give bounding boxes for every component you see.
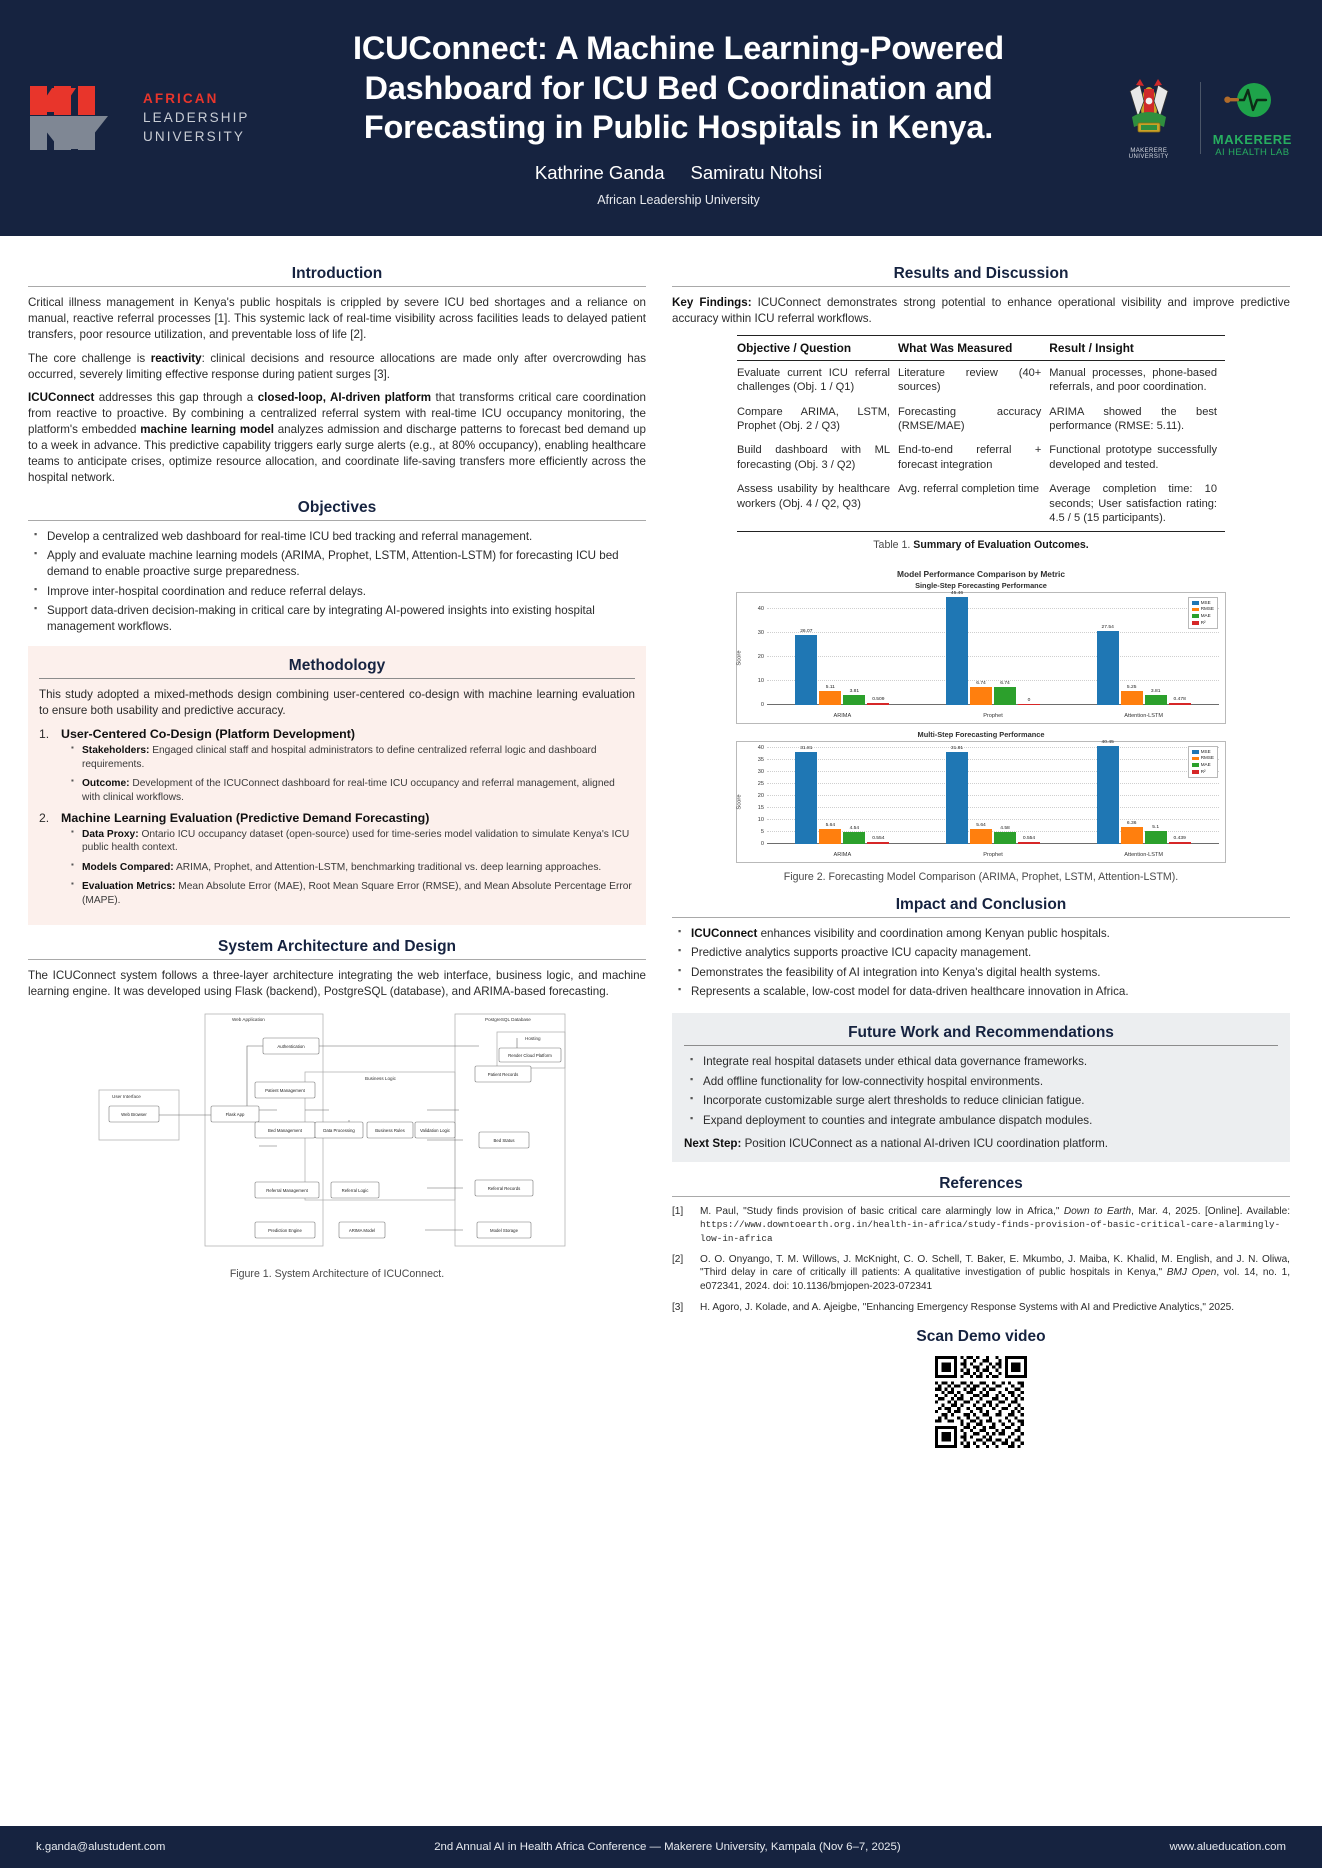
legend-swatch bbox=[1192, 608, 1199, 612]
affiliation: African Leadership University bbox=[597, 193, 760, 208]
intro-p3-a: ICUConnect bbox=[28, 391, 95, 405]
legend-swatch bbox=[1192, 750, 1199, 754]
reference-item bbox=[672, 1205, 1290, 1245]
bar-rmse bbox=[1121, 684, 1143, 705]
list-item: ▪ Represents a scalable, low-cost model for data-driven healthcare innovation in Africa. bbox=[678, 984, 1290, 1000]
bar-value: 0.439 bbox=[1173, 835, 1186, 841]
impact-text: enhances visibility and coordination among Kenyan public hospitals. bbox=[757, 926, 1110, 940]
bar-r2 bbox=[867, 696, 889, 705]
chart-1-x-axis bbox=[767, 713, 1219, 719]
key-findings-paragraph bbox=[672, 295, 1290, 327]
bar-mae bbox=[994, 680, 1016, 705]
list-item: ▪ Integrate real hospital datasets under ethical data governance frameworks. bbox=[690, 1054, 1278, 1070]
alu-logo-mark bbox=[30, 86, 134, 150]
legend-label: MAE bbox=[1200, 761, 1211, 767]
list-item bbox=[71, 744, 635, 771]
bar-rmse bbox=[819, 684, 841, 705]
bar-value: 6.36 bbox=[1126, 820, 1137, 826]
diagram-node-referral-records: Referral Records bbox=[487, 1186, 521, 1192]
methodology-steps bbox=[39, 727, 635, 907]
bar-value: 4.58 bbox=[1000, 825, 1010, 831]
legend-label: RMSE bbox=[1200, 755, 1214, 761]
alu-line-1: AFRICAN bbox=[143, 91, 219, 106]
bar-r2 bbox=[1018, 835, 1040, 844]
list-item: ▪ Demonstrates the feasibility of AI integration into Kenya's digital health systems. bbox=[678, 965, 1290, 981]
bar-value: 0.554 bbox=[872, 835, 885, 841]
footer-email[interactable]: k.ganda@alustudent.com bbox=[36, 1841, 166, 1853]
x-tick: ARIMA bbox=[833, 712, 852, 719]
cell-measured: Avg. referral completion time bbox=[898, 477, 1049, 531]
ref-part: , Mar. 4, 2025. [Online]. Available: bbox=[1131, 1205, 1291, 1217]
architecture-heading: System Architecture and Design bbox=[217, 938, 457, 956]
list-item: ▪ Expand deployment to counties and integrate ambulance dispatch modules. bbox=[690, 1113, 1278, 1129]
step-bullets bbox=[71, 744, 635, 804]
y-tick: 20 bbox=[757, 653, 764, 660]
logo-divider bbox=[1200, 82, 1201, 154]
legend-label: MAE bbox=[1200, 612, 1211, 618]
table-caption-prefix: Table 1. bbox=[873, 538, 914, 551]
figure-1-caption: Figure 1. System Architecture of ICUConnect. bbox=[229, 1268, 445, 1281]
objectives-heading: Objectives bbox=[297, 498, 377, 516]
diagram-node-data-processing: Data Processing bbox=[323, 1128, 355, 1134]
y-tick: 40 bbox=[757, 744, 764, 751]
intro-p2-a: The core challenge is bbox=[28, 351, 151, 365]
table-1-caption bbox=[737, 539, 1225, 551]
footer-conference: 2nd Annual AI in Health Africa Conference — Makerere University, Kampala (Nov 6–7, 2025) bbox=[434, 1841, 901, 1853]
section-divider bbox=[684, 1045, 1278, 1046]
left-column bbox=[28, 252, 646, 1453]
table-row bbox=[737, 438, 1225, 477]
impact-bold: ICUConnect bbox=[691, 926, 758, 940]
diagram-node-bed-mgmt: Bed Management bbox=[268, 1128, 302, 1134]
chart-1-y-axis bbox=[737, 593, 767, 723]
bar-value: 6.74 bbox=[1000, 680, 1010, 686]
cell-objective: Build dashboard with ML forecasting (Obj. 3 / Q2) bbox=[737, 444, 891, 471]
objectives-list bbox=[34, 529, 646, 635]
x-tick: Prophet bbox=[983, 712, 1003, 719]
bar-value: 0 bbox=[1027, 697, 1031, 703]
legend-label: MSE bbox=[1200, 599, 1211, 605]
qr-code-icon[interactable] bbox=[935, 1356, 1027, 1448]
legend-swatch bbox=[1192, 621, 1199, 625]
future-work-heading: Future Work and Recommendations bbox=[848, 1024, 1114, 1042]
system-architecture-diagram bbox=[87, 1010, 587, 1260]
list-item: ▪ Incorporate customizable surge alert thresholds to reduce clinician fatigue. bbox=[690, 1093, 1278, 1109]
list-item bbox=[678, 926, 1290, 942]
author-2: Samiratu Ntohsi bbox=[690, 162, 823, 184]
section-divider bbox=[672, 286, 1290, 287]
legend-swatch bbox=[1192, 614, 1199, 618]
table-row bbox=[737, 400, 1225, 439]
legend-swatch bbox=[1192, 601, 1199, 605]
bar-value: 3.81 bbox=[849, 688, 860, 694]
chart-1-subtitle: Single-Step Forecasting Performance bbox=[915, 580, 1047, 590]
bar-group-prophet bbox=[918, 745, 1069, 844]
list-item: ▪ Add offline functionality for low-connectivity hospital environments. bbox=[690, 1074, 1278, 1090]
bar-mae bbox=[843, 825, 865, 844]
y-tick: 10 bbox=[757, 816, 764, 823]
table-header-row bbox=[737, 335, 1225, 360]
y-tick: 40 bbox=[757, 605, 764, 612]
title-block bbox=[280, 29, 1077, 208]
x-tick: ARIMA bbox=[833, 851, 852, 858]
cell-result: Manual processes, phone-based referrals, and poor coordination. bbox=[1049, 366, 1217, 394]
cell-measured: End-to-end referral + forecast integration bbox=[898, 444, 1042, 471]
table-caption-text: Summary of Evaluation Outcomes. bbox=[913, 538, 1089, 551]
bar-r2 bbox=[1169, 696, 1191, 705]
diagram-node-bed-status: Bed Status bbox=[493, 1138, 515, 1144]
list-item: ▪ Predictive analytics supports proactive ICU capacity management. bbox=[678, 945, 1290, 961]
bar-r2 bbox=[1169, 835, 1191, 844]
bar-value: 5.25 bbox=[1126, 684, 1137, 690]
section-divider bbox=[28, 286, 646, 287]
bar-mse bbox=[1097, 739, 1119, 844]
methodology-step bbox=[39, 811, 635, 907]
qr-section bbox=[672, 1356, 1290, 1453]
methodology-heading: Methodology bbox=[288, 657, 386, 675]
bar-value: 5.1 bbox=[1152, 824, 1160, 830]
results-table bbox=[737, 335, 1225, 532]
y-tick: 35 bbox=[757, 756, 764, 763]
bullet-label: Models Compared: bbox=[82, 861, 174, 873]
bar-value: 0.554 bbox=[1022, 835, 1036, 841]
step-title: User-Centered Co-Design (Platform Development) bbox=[61, 727, 355, 742]
intro-p3-c: closed-loop, AI-driven platform bbox=[257, 391, 432, 405]
y-tick: 30 bbox=[757, 768, 764, 775]
list-item: ▪ Apply and evaluate machine learning models (ARIMA, Prophet, LSTM, Attention-LSTM) for forecasting ICU bed demand to enable proactive surge preparedness. bbox=[34, 548, 646, 579]
right-column bbox=[672, 252, 1290, 1453]
diagram-node-auth: Authentication bbox=[277, 1044, 305, 1050]
diagram-node-business-rules: Business Rules bbox=[375, 1128, 405, 1134]
next-step-label: Next Step: bbox=[684, 1136, 742, 1150]
bullet-text: ARIMA, Prophet, and Attention-LSTM, benchmarking traditional vs. deep learning approaches. bbox=[173, 861, 602, 873]
x-tick: Attention-LSTM bbox=[1124, 712, 1164, 719]
section-divider bbox=[39, 678, 635, 679]
references-list bbox=[672, 1205, 1290, 1315]
chart-2-y-axis bbox=[737, 742, 767, 862]
cell-measured: Forecasting accuracy (RMSE/MAE) bbox=[898, 405, 1042, 433]
intro-paragraph-3 bbox=[28, 390, 646, 485]
poster-header bbox=[0, 0, 1322, 236]
makerere-crest-caption: MAKERERE UNIVERSITY bbox=[1128, 147, 1169, 160]
bar-value: 0.478 bbox=[1173, 696, 1186, 702]
intro-p3-e: machine learning model bbox=[140, 423, 274, 437]
chart-main-title: Model Performance Comparison by Metric bbox=[896, 568, 1065, 579]
lab-subtitle: AI HEALTH LAB bbox=[1215, 147, 1290, 158]
list-item: ▪ Improve inter-hospital coordination and reduce referral delays. bbox=[34, 584, 646, 600]
y-tick: 20 bbox=[757, 792, 764, 799]
legend-label: R² bbox=[1200, 619, 1206, 625]
chart-1-legend bbox=[1188, 597, 1218, 630]
legend-label: R² bbox=[1200, 768, 1206, 774]
bar-value: 27.54 bbox=[1101, 624, 1114, 630]
introduction-heading: Introduction bbox=[291, 265, 383, 282]
intro-p2-emph: reactivity bbox=[150, 351, 202, 365]
alu-logo bbox=[30, 86, 280, 150]
chart-2-subtitle: Multi-Step Forecasting Performance bbox=[917, 729, 1045, 739]
legend-swatch bbox=[1192, 757, 1199, 761]
diagram-node-referral-mgmt: Referral Management bbox=[266, 1188, 308, 1194]
diagram-node-validation: Validation Logic bbox=[419, 1128, 451, 1134]
section-divider bbox=[672, 1196, 1290, 1197]
alu-line-3: UNIVERSITY bbox=[143, 129, 246, 145]
column-header-result: Result / Insight bbox=[1049, 335, 1225, 360]
cell-result: Average completion time: 10 seconds; User satisfaction rating: 4.5 / 5 (15 participants). bbox=[1049, 477, 1225, 531]
methodology-panel bbox=[28, 646, 646, 925]
diagram-node-render: Render Cloud Platform bbox=[508, 1053, 552, 1059]
bar-value: 40.45 bbox=[1101, 739, 1114, 745]
chart-2-bars bbox=[767, 739, 1219, 844]
diagram-node-model-storage: Model Storage bbox=[490, 1228, 518, 1234]
key-findings-label: Key Findings: bbox=[672, 296, 752, 309]
legend-label: MSE bbox=[1200, 748, 1211, 754]
ref-source: Down to Earth bbox=[1063, 1205, 1132, 1217]
bullet-label: Outcome: bbox=[82, 778, 130, 790]
bullet-label: Evaluation Metrics: bbox=[82, 881, 176, 893]
diagram-node-referral-logic: Referral Logic bbox=[341, 1188, 369, 1194]
list-item bbox=[71, 828, 635, 855]
step-title: Machine Learning Evaluation (Predictive Demand Forecasting) bbox=[61, 811, 430, 826]
cell-objective: Assess usability by healthcare workers (Obj. 4 / Q2, Q3) bbox=[737, 477, 898, 531]
bullet-label: Data Proxy: bbox=[82, 829, 139, 841]
chart-1-bars bbox=[767, 590, 1219, 705]
author-1: Kathrine Ganda bbox=[534, 162, 665, 184]
intro-p3-b: addresses this gap through a bbox=[94, 391, 258, 405]
section-divider bbox=[28, 520, 646, 521]
bar-mse bbox=[946, 590, 968, 705]
reference-text: H. Agoro, J. Kolade, and A. Ajeigbe, "Enhancing Emergency Response Systems with AI and Predictive Analytics," 2025. bbox=[700, 1302, 1235, 1314]
poster-title: ICUConnect: A Machine Learning-Powered Dashboard for ICU Bed Coordination and Forecasting in Public Hospitals in Kenya. bbox=[353, 29, 1004, 146]
chart-1-ylabel: Score bbox=[736, 649, 743, 666]
methodology-intro: This study adopted a mixed-methods design combining user-centered co-design with machine learning evaluation to ensure both usability and predictive accuracy. bbox=[39, 688, 635, 718]
bar-mae bbox=[843, 688, 865, 705]
architecture-figure bbox=[87, 1010, 587, 1280]
bar-mae bbox=[994, 825, 1016, 844]
legend-swatch bbox=[1192, 763, 1199, 767]
cell-objective: Compare ARIMA, LSTM, Prophet (Obj. 2 / Q3) bbox=[737, 405, 891, 433]
bar-value: 5.64 bbox=[976, 822, 986, 828]
legend-swatch bbox=[1192, 770, 1199, 774]
bullet-text: Ontario ICU occupancy dataset (open-source) used for time-series model validation to simulate Kenya's ICU public health context. bbox=[82, 829, 630, 854]
bar-value: 31.81 bbox=[950, 745, 964, 751]
poster-footer bbox=[0, 1826, 1322, 1868]
cell-objective: Evaluate current ICU referral challenges (Obj. 1 / Q1) bbox=[737, 366, 891, 394]
bar-rmse bbox=[1121, 820, 1143, 844]
qr-heading: Scan Demo video bbox=[916, 1327, 1046, 1345]
ref-part: M. Paul, "Study finds provision of basic critical care alarmingly low in Africa," bbox=[700, 1205, 1064, 1217]
intro-p3-d: that transforms critical care coordination from reactive to proactive. By combining a centralized referral system with real-time ICU occupancy monitoring, the platform's embedded bbox=[28, 391, 646, 437]
bar-group-arima bbox=[767, 745, 918, 844]
y-tick: 10 bbox=[757, 677, 764, 684]
bar-value: 5.64 bbox=[825, 822, 836, 828]
intro-p3-f: analyzes admission and discharge patterns to forecast bed demand up to a week in advance. This predictive capability triggers early surge alerts (e.g., at 80% occupancy), enabling healthcare teams to anticipate crises, optimize resource allocation, and coordinate life-saving transfers more efficiently across the hospital network. bbox=[28, 423, 646, 484]
diagram-group-ui: User Interface bbox=[112, 1094, 141, 1100]
ref-source: BMJ Open bbox=[1166, 1267, 1217, 1279]
y-tick: 25 bbox=[757, 780, 764, 787]
bullet-text: Development of the ICUConnect dashboard for real-time ICU occupancy and referral management, aligned with clinical workflows. bbox=[82, 778, 615, 803]
ref-url[interactable]: https://www.downtoearth.org.in/health-in-africa/study-finds-provision-of-basic-critical-care-alarmingly-low-in-africa bbox=[700, 1219, 1281, 1244]
section-divider bbox=[672, 917, 1290, 918]
chart-2-ylabel: Score bbox=[736, 793, 743, 810]
chart-2-legend bbox=[1188, 746, 1218, 779]
reference-number: [3] bbox=[672, 1302, 684, 1314]
next-step-text: Position ICUConnect as a national AI-driven ICU coordination platform. bbox=[741, 1136, 1109, 1150]
table-row bbox=[737, 477, 1225, 531]
heartbeat-circle-icon bbox=[1224, 78, 1280, 124]
author-list bbox=[296, 162, 1061, 184]
list-item bbox=[71, 880, 635, 907]
lab-name: MAKERERE bbox=[1212, 132, 1292, 147]
bar-value: 5.11 bbox=[825, 684, 835, 690]
poster-body bbox=[0, 236, 1322, 1453]
bar-value: 0.509 bbox=[872, 696, 885, 702]
methodology-step bbox=[39, 727, 635, 804]
diagram-node-prediction: Prediction Engine bbox=[268, 1228, 302, 1234]
future-work-list bbox=[690, 1054, 1278, 1129]
bar-group-arima bbox=[767, 599, 918, 705]
bar-mse bbox=[1097, 624, 1119, 705]
forecasting-charts bbox=[736, 569, 1226, 883]
bar-r2 bbox=[867, 835, 889, 844]
list-item: ▪ Develop a centralized web dashboard for real-time ICU bed tracking and referral management. bbox=[34, 529, 646, 545]
bar-value: 31.81 bbox=[800, 745, 813, 751]
intro-paragraph-2 bbox=[28, 351, 646, 383]
makerere-ai-health-lab-logo bbox=[1213, 78, 1292, 158]
diagram-group-logic: Business Logic bbox=[365, 1076, 396, 1082]
cell-measured: Literature review (40+ sources) bbox=[898, 366, 1042, 394]
reference-text bbox=[700, 1205, 1290, 1245]
diagram-node-flask: Flask App bbox=[225, 1112, 245, 1118]
results-heading: Results and Discussion bbox=[893, 265, 1069, 282]
bar-value: 45.46 bbox=[950, 590, 964, 596]
key-findings-text: ICUConnect demonstrates strong potential to enhance operational visibility and improve predictive accuracy within ICU referral workflows. bbox=[672, 296, 1290, 325]
impact-list bbox=[678, 926, 1290, 1001]
bar-mse bbox=[795, 745, 817, 844]
section-divider bbox=[28, 959, 646, 960]
bullet-label: Stakeholders: bbox=[82, 745, 150, 757]
intro-paragraph-1: Critical illness management in Kenya's public hospitals is crippled by severe ICU bed shortages and a reliance on manual, reactive referral processes [1]. This systemic lack of real-time visibility across facilities leads to delayed patient transfers, poor resource utilization, and preventable loss of life [2]. bbox=[28, 296, 646, 341]
reference-number: [1] bbox=[672, 1205, 684, 1217]
makerere-coat-of-arms-icon bbox=[1118, 77, 1180, 141]
column-header-objective: Objective / Question bbox=[737, 335, 898, 360]
y-tick: 5 bbox=[760, 828, 764, 835]
cell-result: Functional prototype successfully developed and tested. bbox=[1049, 444, 1217, 471]
ref-part: , vol. 14, no. 1, e072341, 2024. doi: 10.1136/bmjopen-2023-072341 bbox=[700, 1267, 1290, 1292]
bar-mse bbox=[946, 745, 968, 844]
diagram-group-web: Web Application bbox=[232, 1017, 265, 1023]
diagram-node-patient-records: Patient Records bbox=[487, 1072, 519, 1078]
chart-2-plot bbox=[736, 741, 1226, 863]
bar-value: 6.74 bbox=[976, 680, 986, 686]
makerere-crest bbox=[1110, 77, 1188, 160]
ref-part: O. O. Onyango, T. M. Willows, J. McKnight, C. O. Schell, T. Baker, E. Mkumbo, J. Maiba, K. Khalid, M. English, and J. N. Oliwa, "Third delay in care of critically ill patients: A qualitative investigation of public hospitals in Kenya," bbox=[700, 1253, 1290, 1279]
reference-number: [2] bbox=[672, 1253, 684, 1265]
alu-logo-swoosh bbox=[30, 86, 134, 150]
bar-group-prophet bbox=[918, 590, 1069, 705]
y-tick: 15 bbox=[757, 804, 764, 811]
y-tick: 0 bbox=[760, 840, 764, 847]
figure-2-caption: Figure 2. Forecasting Model Comparison (ARIMA, Prophet, LSTM, Attention-LSTM). bbox=[783, 870, 1179, 883]
bar-r2 bbox=[1018, 697, 1040, 705]
bar-value: 4.54 bbox=[849, 825, 860, 831]
references-heading: References bbox=[939, 1174, 1023, 1192]
cell-result: ARIMA showed the best performance (RMSE: 5.11). bbox=[1049, 405, 1217, 433]
legend-label: RMSE bbox=[1200, 606, 1214, 612]
table-row bbox=[737, 360, 1225, 399]
diagram-node-arima: ARIMA Model bbox=[348, 1228, 376, 1234]
intro-p2-c: : clinical decisions and resource allocations are made only after overcrowding has occurred, severely limiting effective response during patient surges [3]. bbox=[28, 351, 646, 381]
impact-heading: Impact and Conclusion bbox=[895, 895, 1067, 913]
y-tick: 30 bbox=[757, 629, 764, 636]
bar-mae bbox=[1145, 688, 1167, 705]
results-table-wrapper bbox=[737, 335, 1225, 551]
chart-1-plot bbox=[736, 592, 1226, 724]
bar-rmse bbox=[819, 822, 841, 844]
column-header-measured: What Was Measured bbox=[898, 335, 1049, 360]
diagram-group-hosting: Hosting bbox=[525, 1036, 541, 1042]
chart-2-x-axis bbox=[767, 852, 1219, 858]
bullet-text: Engaged clinical staff and hospital administrators to define centralized referral logic and dashboard requirements. bbox=[82, 745, 597, 770]
x-tick: Prophet bbox=[983, 851, 1003, 858]
x-tick: Attention-LSTM bbox=[1124, 851, 1164, 858]
future-work-panel bbox=[672, 1013, 1290, 1162]
diagram-group-db: PostgreSQL Database bbox=[485, 1017, 531, 1023]
partner-logos bbox=[1077, 77, 1292, 160]
list-item bbox=[71, 777, 635, 804]
architecture-paragraph: The ICUConnect system follows a three-layer architecture integrating the web interface, business logic, and machine learning engine. It was developed using Flask (backend), PostgreSQL (database), and ARIMA-based forecasting. bbox=[28, 969, 646, 999]
list-item bbox=[71, 861, 635, 874]
y-tick: 0 bbox=[760, 701, 764, 708]
reference-item bbox=[672, 1301, 1290, 1314]
alu-line-2: LEADERSHIP bbox=[143, 110, 250, 126]
bar-value: 3.81 bbox=[1150, 688, 1161, 694]
reference-text bbox=[700, 1253, 1290, 1293]
bar-mse bbox=[795, 628, 817, 705]
step-bullets bbox=[71, 828, 635, 907]
bullet-text: Mean Absolute Error (MAE), Root Mean Square Error (RMSE), and Mean Absolute Percentage Error (MAPE). bbox=[82, 881, 632, 906]
diagram-node-patient-mgmt: Patient Management bbox=[265, 1088, 305, 1094]
diagram-node-browser: Web Browser bbox=[121, 1112, 147, 1118]
bar-value: 26.07 bbox=[800, 628, 813, 634]
next-step bbox=[684, 1137, 1278, 1150]
alu-logo-text bbox=[143, 86, 250, 146]
reference-item bbox=[672, 1253, 1290, 1293]
footer-website[interactable]: www.alueducation.com bbox=[1169, 1841, 1286, 1853]
bar-mae bbox=[1145, 824, 1167, 844]
bar-rmse bbox=[970, 822, 992, 844]
bar-rmse bbox=[970, 680, 992, 705]
list-item: ▪ Support data-driven decision-making in critical care by integrating AI-powered insights into existing hospital management workflows. bbox=[34, 603, 646, 634]
